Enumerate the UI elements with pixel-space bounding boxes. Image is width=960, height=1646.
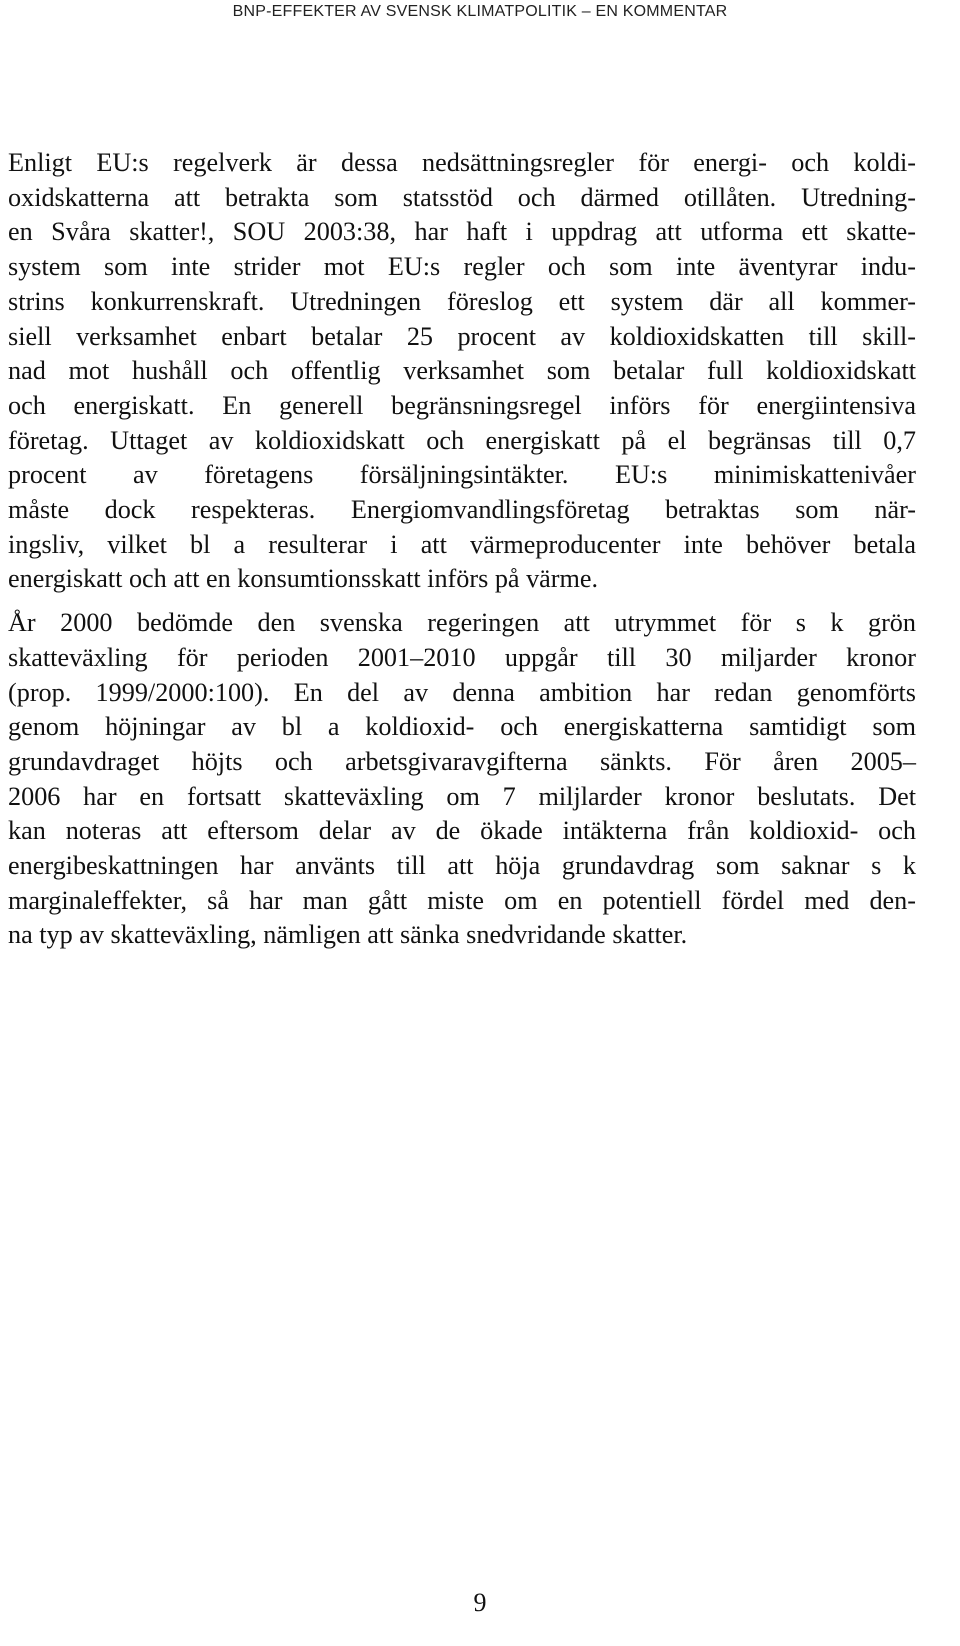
text-line: oxidskatterna att betrakta som statsstöd och därmed otillåten. Utredning- <box>8 182 916 212</box>
paragraph-2 <box>8 606 916 953</box>
text-line: strins konkurrenskraft. Utredningen föreslog ett system där all kommer- <box>8 286 916 316</box>
text-line: energiskatt och att en konsumtionsskatt införs på värme. <box>8 564 599 594</box>
text-line: 2006 har en fortsatt skatteväxling om 7 miljlarder kronor beslutats. Det <box>8 781 916 811</box>
text-line: ingsliv, vilket bl a resulterar i att värmeproducenter inte behöver betala <box>8 529 916 559</box>
text-line: na typ av skatteväxling, nämligen att sänka snedvridande skatter. <box>8 920 688 950</box>
text-line: energibeskattningen har använts till att höja grundavdrag som saknar s k <box>8 851 916 881</box>
text-line: företag. Uttaget av koldioxidskatt och energiskatt på el begränsas till 0,7 <box>8 425 916 455</box>
text-line: Enligt EU:s regelverk är dessa nedsättningsregler för energi- och koldi- <box>8 148 916 177</box>
text-line: en Svåra skatter!, SOU 2003:38, har haft i uppdrag att utforma ett skatte- <box>8 217 916 247</box>
text-line: och energiskatt. En generell begränsningsregel införs för energiintensiva <box>8 390 916 420</box>
text-line: nad mot hushåll och offentlig verksamhet som betalar full koldioxidskatt <box>8 356 916 386</box>
text-line: siell verksamhet enbart betalar 25 procent av koldioxidskatten till skill- <box>8 321 916 351</box>
text-line: genom höjningar av bl a koldioxid- och energiskatterna samtidigt som <box>8 712 916 742</box>
text-line: marginaleffekter, så har man gått miste om en potentiell fördel med den- <box>8 885 916 915</box>
page-number: 9 <box>473 1588 487 1617</box>
text-line: procent av företagens försäljningsintäkter. EU:s minimiskattenivåer <box>8 460 916 490</box>
text-line: År 2000 bedömde den svenska regeringen att utrymmet för s k grön <box>8 608 916 638</box>
text-line: (prop. 1999/2000:100). En del av denna ambition har redan genomförts <box>8 677 916 707</box>
running-header: BNP-EFFEKTER AV SVENSK KLIMATPOLITIK – EN KOMMENTAR <box>232 3 728 20</box>
text-line: skatteväxling för perioden 2001–2010 uppgår till 30 miljarder kronor <box>8 642 916 672</box>
text-line: grundavdraget höjts och arbetsgivaravgifterna sänkts. För åren 2005– <box>8 746 916 776</box>
text-line: måste dock respekteras. Energiomvandlingsföretag betraktas som när- <box>8 495 916 525</box>
body-text <box>8 146 916 953</box>
text-line: kan noteras att eftersom delar av de ökade intäkterna från koldioxid- och <box>8 816 916 846</box>
text-line: system som inte strider mot EU:s regler och som inte äventyrar indu- <box>8 252 916 282</box>
paragraph-1 <box>8 146 916 597</box>
